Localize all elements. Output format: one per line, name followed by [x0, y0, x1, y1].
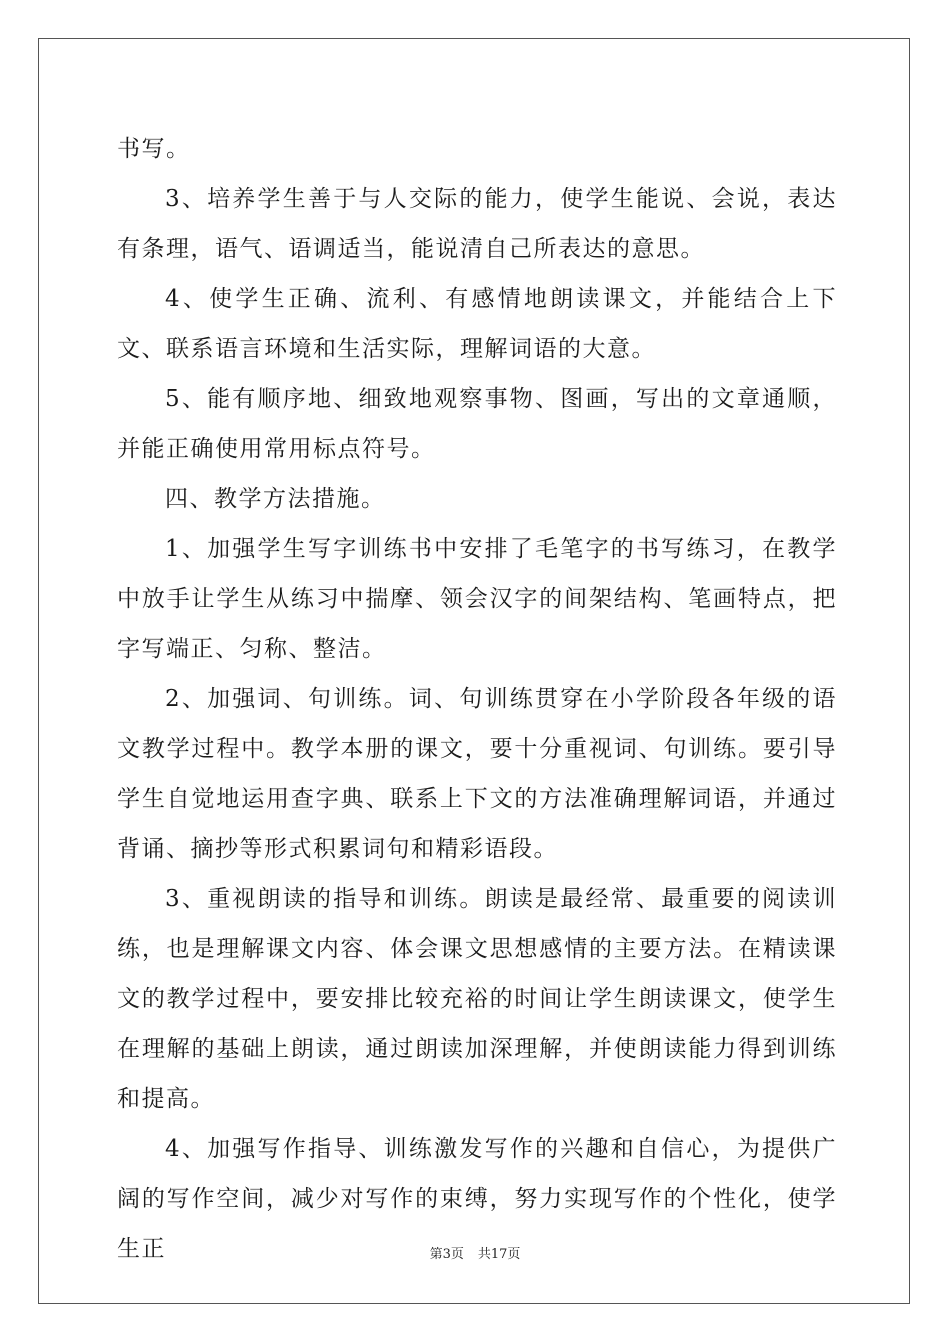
paragraph: 3、重视朗读的指导和训练。朗读是最经常、最重要的阅读训练，也是理解课文内容、体会课文思想感情的主要方法。在精读课文的教学过程中，要安排比较充裕的时间让学生朗读课文，使学生在理解的基础上朗读，通过朗读加深理解，并使朗读能力得到训练和提高。	[117, 886, 837, 1112]
current-page-number: 第3页	[429, 1247, 464, 1262]
paragraph: 5、能有顺序地、细致地观察事物、图画，写出的文章通顺，并能正确使用常用标点符号。	[117, 386, 837, 462]
section-heading: 四、教学方法措施。	[165, 486, 386, 512]
paragraph: 2、加强词、句训练。词、句训练贯穿在小学阶段各年级的语文教学过程中。教学本册的课文，要十分重视词、句训练。要引导学生自觉地运用查字典、联系上下文的方法准确理解词语，并通过背诵、摘抄等形式积累词句和精彩语段。	[117, 686, 837, 862]
paragraph: 1、加强学生写字训练书中安排了毛笔字的书写练习，在教学中放手让学生从练习中揣摩、领会汉字的间架结构、笔画特点，把字写端正、匀称、整洁。	[117, 536, 837, 662]
paragraph: 3、培养学生善于与人交际的能力，使学生能说、会说，表达有条理，语气、语调适当，能说清自己所表达的意思。	[117, 186, 837, 262]
paragraph: 书写。	[117, 136, 191, 162]
paragraph: 4、加强写作指导、训练激发写作的兴趣和自信心，为提供广阔的写作空间，减少对写作的束缚，努力实现写作的个性化，使学生正	[117, 1136, 837, 1262]
page-footer	[0, 1246, 950, 1264]
total-pages: 共17页	[477, 1247, 521, 1262]
document-body	[117, 124, 837, 1274]
paragraph: 4、使学生正确、流利、有感情地朗读课文，并能结合上下文、联系语言环境和生活实际，理解词语的大意。	[117, 286, 837, 362]
